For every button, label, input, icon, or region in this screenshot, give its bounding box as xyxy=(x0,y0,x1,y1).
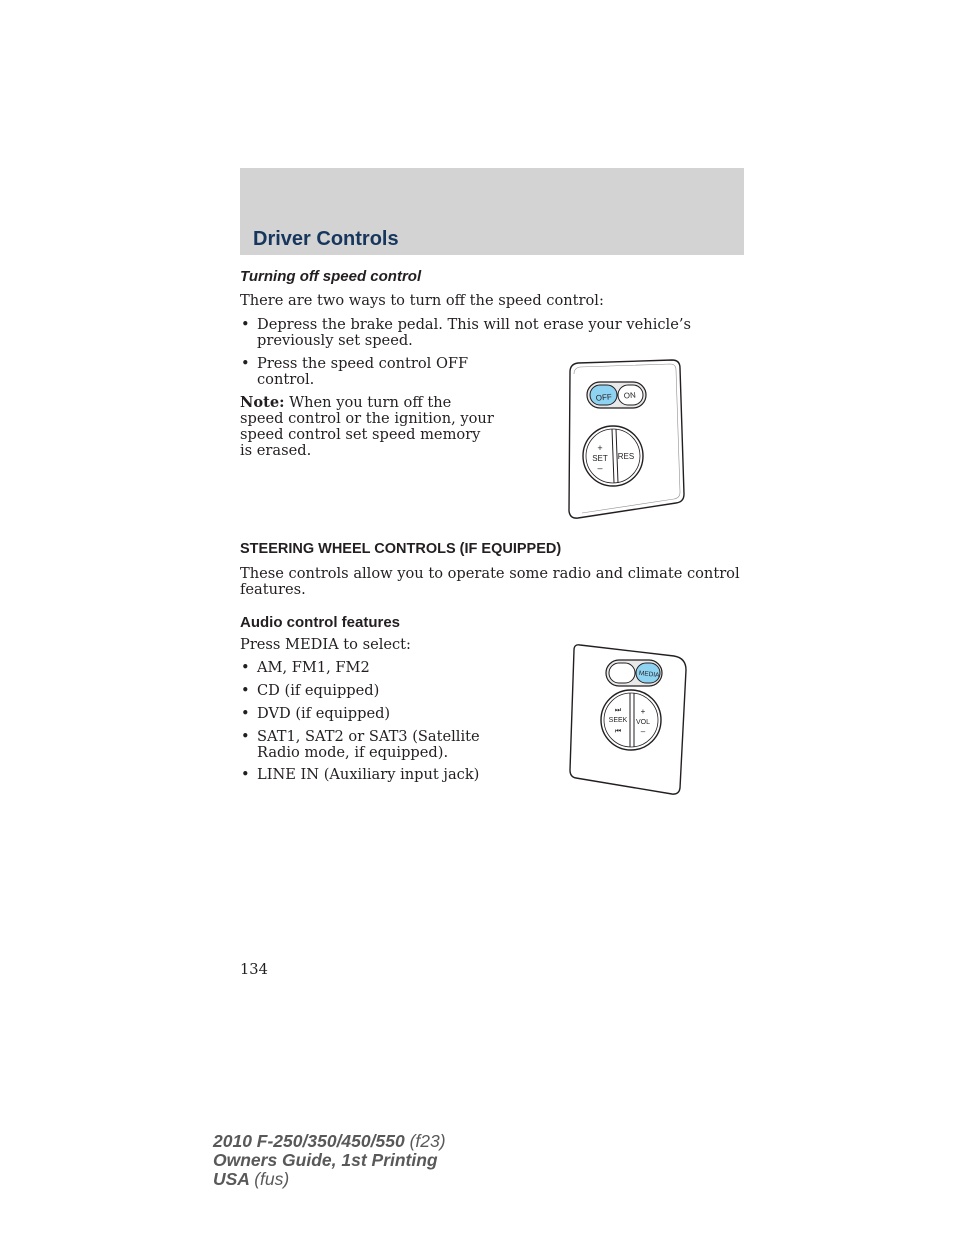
seek-vol-dial xyxy=(601,690,661,750)
media-label: MEDIA xyxy=(638,669,660,680)
vol-minus-glyph: – xyxy=(640,727,646,736)
speed-off-list-2 xyxy=(240,356,470,388)
seek-label: SEEK xyxy=(608,717,628,724)
footer-line-3: USA (fus) xyxy=(213,1169,290,1189)
page-number: 134 xyxy=(240,961,268,978)
off-on-rocker xyxy=(587,382,646,408)
speed-control-illustration xyxy=(560,358,690,522)
steering-controls-intro: These controls allow you to operate some radio and climate control features. xyxy=(240,565,740,598)
audio-media-list xyxy=(240,660,490,783)
on-label: ON xyxy=(623,390,637,401)
section-title: Driver Controls xyxy=(253,228,399,250)
res-label: RES xyxy=(617,452,635,461)
list-item: • AM, FM1, FM2 xyxy=(240,660,490,676)
media-rocker xyxy=(606,660,662,686)
note-label: Note: xyxy=(240,394,285,411)
set-minus-glyph: – xyxy=(597,463,603,473)
next-track-icon: ⏭ xyxy=(614,707,622,714)
list-item: • DVD (if equipped) xyxy=(240,706,490,722)
vol-plus-glyph: + xyxy=(640,707,646,716)
off-label: OFF xyxy=(595,392,613,403)
previous-track-icon: ⏮ xyxy=(614,728,622,735)
set-label: SET xyxy=(592,454,608,463)
list-item: • SAT1, SAT2 or SAT3 (Satellite Radio mode, if equipped). xyxy=(240,729,490,761)
set-res-dial xyxy=(583,426,643,486)
blank-button xyxy=(609,663,635,683)
footer-line-1: 2010 F-250/350/450/550 (f23) xyxy=(213,1131,446,1151)
footer-line-2: Owners Guide, 1st Printing xyxy=(213,1150,438,1170)
audio-controls-intro: Press MEDIA to select: xyxy=(240,636,411,653)
audio-control-illustration xyxy=(566,642,690,798)
list-item: • CD (if equipped) xyxy=(240,683,490,699)
speed-off-list-1 xyxy=(240,317,740,349)
section-header-band xyxy=(240,168,744,255)
list-item: • Depress the brake pedal. This will not erase your vehicle’s previously set speed. xyxy=(240,317,740,349)
list-item: • Press the speed control OFF control. xyxy=(240,356,470,388)
list-item: • LINE IN (Auxiliary input jack) xyxy=(240,767,490,783)
speed-off-note xyxy=(240,395,495,459)
steering-controls-heading: STEERING WHEEL CONTROLS (IF EQUIPPED) xyxy=(240,541,562,557)
set-plus-glyph: + xyxy=(597,443,603,453)
note-text: When you turn off the speed control or the ignition, your speed control set speed memory is erased. xyxy=(240,394,494,459)
speed-off-intro: There are two ways to turn off the speed control: xyxy=(240,292,604,309)
speed-off-heading: Turning off speed control xyxy=(240,268,422,285)
audio-controls-heading: Audio control features xyxy=(240,614,401,631)
vol-label: VOL xyxy=(635,719,651,726)
document-footer xyxy=(213,1132,446,1189)
